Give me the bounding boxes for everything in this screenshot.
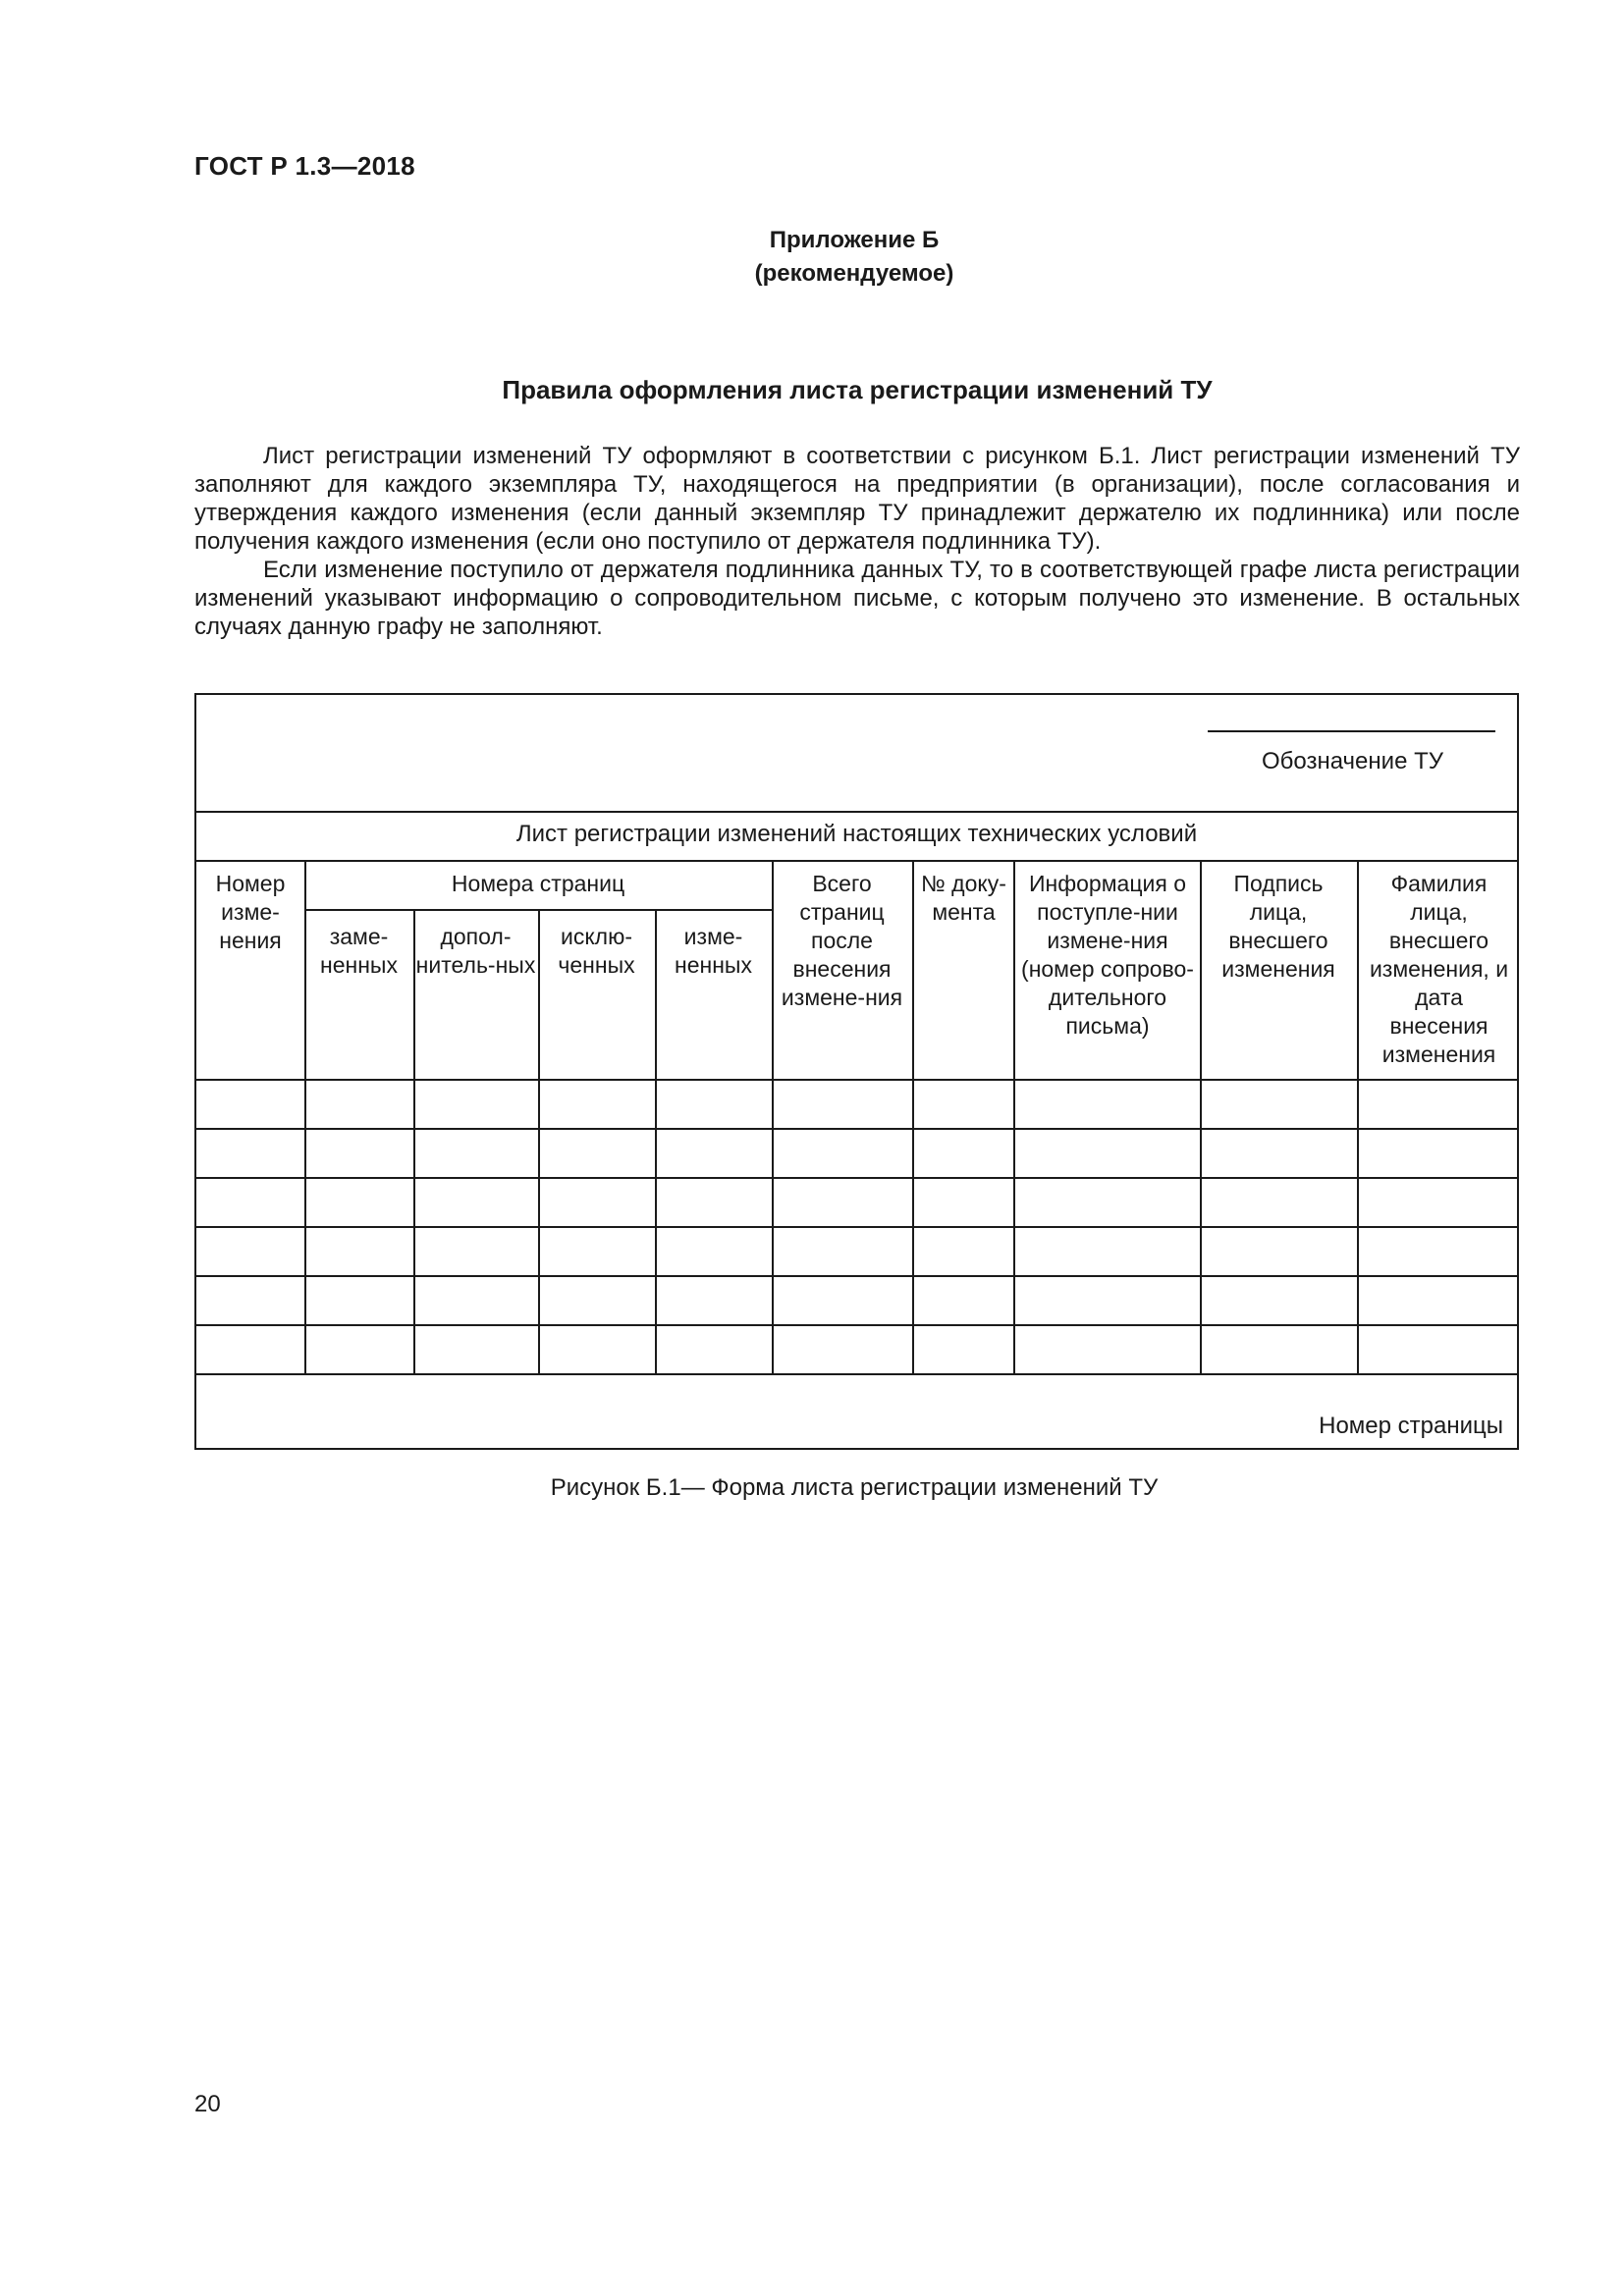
- form-page-number-label: Номер страницы: [1319, 1413, 1503, 1439]
- header-doc-number: № доку-мента: [921, 871, 1006, 925]
- header-replaced: заме-ненных: [320, 924, 398, 978]
- form-divider-top: [196, 811, 1517, 813]
- header-receipt-info: Информация о поступле-нии измене-ния (номер сопрово-дительного письма): [1021, 871, 1194, 1039]
- row-line-3: [196, 1177, 1517, 1179]
- paragraph-2: Если изменение поступило от держателя подлинника данных ТУ, то в соответствующей графе листа регистрации изменений указывают информацию о сопроводительном письме, с которым получено это изменение. В остальных случаях данную графу не заполняют.: [194, 557, 1520, 640]
- page-numbers-subline: [304, 909, 772, 911]
- col-line-9: [1357, 860, 1359, 1373]
- header-surname-date: Фамилия лица, внесшего изменения, и дата внесения изменения: [1369, 871, 1509, 1067]
- designation-underline: [1208, 730, 1495, 732]
- appendix-status: (рекомендуемое): [754, 260, 954, 287]
- row-line-1: [196, 1079, 1517, 1081]
- col-line-8: [1200, 860, 1202, 1373]
- header-total-pages: Всего страниц после внесения измене-ния: [781, 871, 903, 1010]
- row-line-6: [196, 1324, 1517, 1326]
- paragraph-1: Лист регистрации изменений ТУ оформляют в соответствии с рисунком Б.1. Лист регистрации изменений ТУ заполняют для каждого экземпляра ТУ, находящегося на предприятии (в организации), после согласования и утверждения каждого изменения (если данный экземпляр ТУ принадлежит держателю их подлинника) или после получения каждого изменения (если оно поступило от держателя подлинника ТУ).: [194, 443, 1520, 555]
- figure-caption: Рисунок Б.1— Форма листа регистрации изменений ТУ: [550, 1474, 1159, 1501]
- designation-label: Обозначение ТУ: [1261, 748, 1443, 774]
- header-excluded: исклю-ченных: [558, 924, 635, 978]
- col-line-5: [772, 860, 774, 1373]
- row-line-4: [196, 1226, 1517, 1228]
- page-number: 20: [194, 2091, 221, 2117]
- row-line-5: [196, 1275, 1517, 1277]
- row-line-2: [196, 1128, 1517, 1130]
- appendix-label: Приложение Б: [769, 227, 940, 253]
- standard-designation: ГОСТ Р 1.3—2018: [194, 151, 415, 181]
- section-title: Правила оформления листа регистрации изменений ТУ: [502, 375, 1213, 404]
- col-line-6: [912, 860, 914, 1373]
- sheet-title: Лист регистрации изменений настоящих технических условий: [515, 821, 1198, 847]
- header-signature: Подпись лица, внесшего изменения: [1221, 871, 1335, 982]
- change-registration-form: [194, 693, 1519, 1450]
- header-change-number: Номер изме-нения: [215, 871, 286, 953]
- header-added: допол-нитель-ных: [415, 924, 536, 978]
- row-line-7: [196, 1373, 1517, 1375]
- header-changed: изме-ненных: [675, 924, 752, 978]
- form-divider-header: [196, 860, 1517, 862]
- header-page-numbers: Номера страниц: [451, 871, 625, 896]
